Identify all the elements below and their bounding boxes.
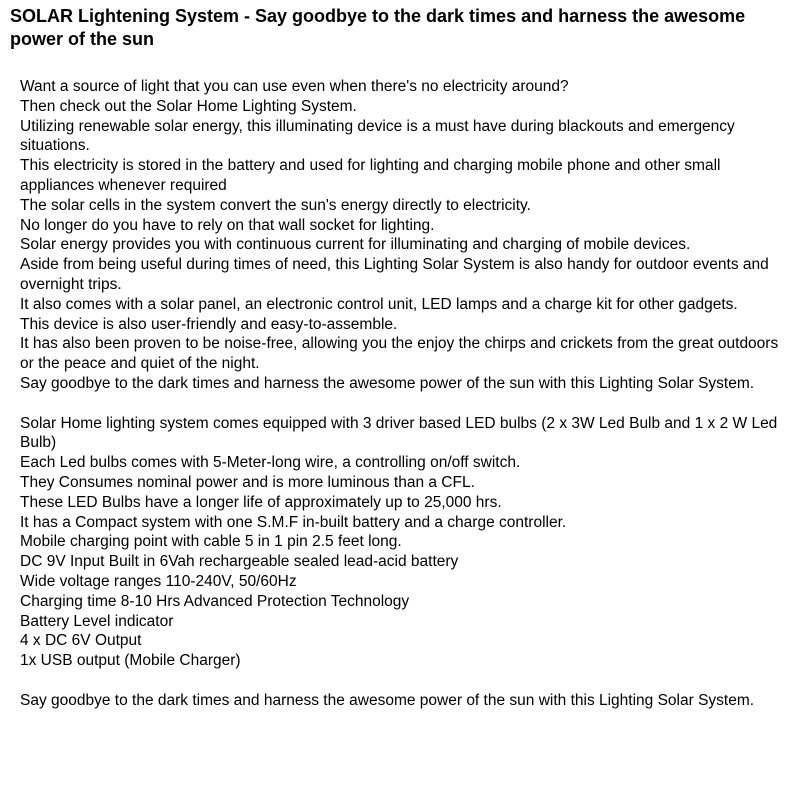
paragraph-spacer <box>20 394 795 414</box>
paragraph-spacer <box>20 671 795 691</box>
feature-line: They Consumes nominal power and is more luminous than a CFL. <box>20 473 475 491</box>
intro-line: The solar cells in the system convert the sun's energy directly to electricity. <box>20 196 531 214</box>
intro-line: No longer do you have to rely on that wall socket for lighting. <box>20 216 435 234</box>
intro-line: Utilizing renewable solar energy, this illuminating device is a must have during blackouts and emergency situations. <box>20 117 735 155</box>
feature-line: Mobile charging point with cable 5 in 1 pin 2.5 feet long. <box>20 533 402 551</box>
feature-line: Solar Home lighting system comes equipped with 3 driver based LED bulbs (2 x 3W Led Bulb and 1 x 2 W Led Bulb) <box>20 414 778 452</box>
feature-line: 1x USB output (Mobile Charger) <box>20 652 241 670</box>
intro-line: Then check out the Solar Home Lighting System. <box>20 97 357 115</box>
feature-line: DC 9V Input Built in 6Vah rechargeable sealed lead-acid battery <box>20 553 459 571</box>
feature-line: Wide voltage ranges 110-240V, 50/60Hz <box>20 572 297 590</box>
intro-line: It also comes with a solar panel, an electronic control unit, LED lamps and a charge kit for other gadgets. <box>20 295 738 313</box>
intro-line: This electricity is stored in the battery and used for lighting and charging mobile phone and other small appliances whenever required <box>20 157 721 194</box>
intro-line: Solar energy provides you with continuous current for illuminating and charging of mobile devices. <box>20 236 691 254</box>
feature-line: Battery Level indicator <box>20 612 174 630</box>
page-title: SOLAR Lightening System - Say goodbye to the dark times and harness the awesome power of the sun <box>10 6 746 49</box>
feature-line: These LED Bulbs have a longer life of approximately up to 25,000 hrs. <box>20 493 502 511</box>
closing-line: Say goodbye to the dark times and harness the awesome power of the sun with this Lighting Solar System. <box>20 691 755 709</box>
feature-line: It has a Compact system with one S.M.F in-built battery and a charge controller. <box>20 513 567 531</box>
feature-line: Charging time 8-10 Hrs Advanced Protection Technology <box>20 592 410 610</box>
intro-line: Want a source of light that you can use even when there's no electricity around? <box>20 78 569 95</box>
intro-line: Say goodbye to the dark times and harness the awesome power of the sun with this Lighting Solar System. <box>20 374 755 392</box>
intro-line: It has also been proven to be noise-free, allowing you the enjoy the chirps and crickets from the great outdoors or the peace and quiet of the night. <box>20 335 779 373</box>
description-body <box>20 77 795 711</box>
intro-line: Aside from being useful during times of need, this Lighting Solar System is also handy for outdoor events and overnight trips. <box>20 256 769 293</box>
feature-line: 4 x DC 6V Output <box>20 632 142 650</box>
feature-line: Each Led bulbs comes with 5-Meter-long wire, a controlling on/off switch. <box>20 454 521 472</box>
intro-line: This device is also user-friendly and easy-to-assemble. <box>20 315 398 333</box>
